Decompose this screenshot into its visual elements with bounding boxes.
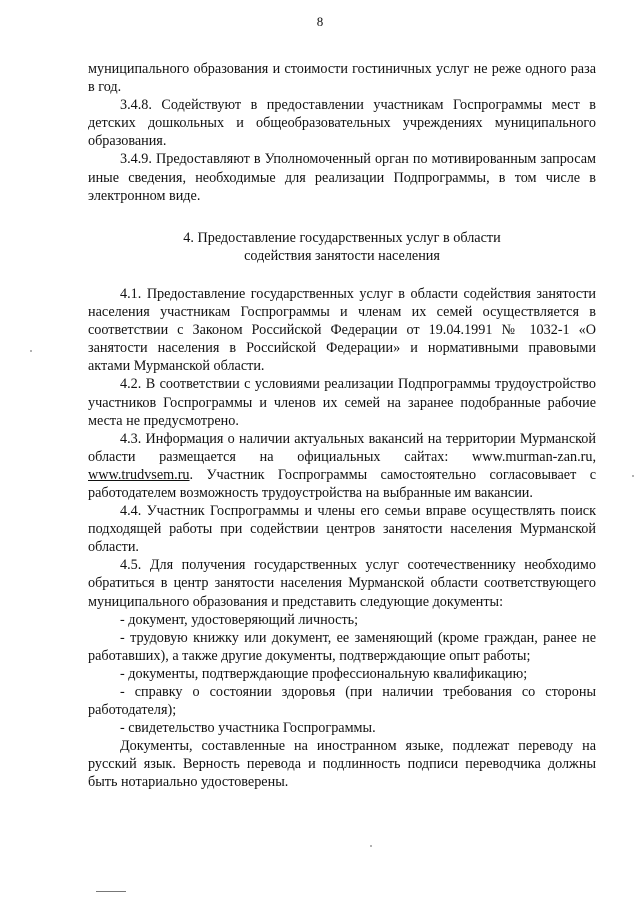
section-heading	[88, 229, 596, 265]
paragraph-closing: Документы, составленные на иностранном языке, подлежат переводу на русский язык. Верность перевода и подлинность подписи переводчика должны быть нотариально удостоверены.	[88, 738, 596, 791]
paragraph-3-4-8: 3.4.8. Содействуют в предоставлении участникам Госпрограммы мест в детских дошкольных и общеобразовательных учреждениях муниципального образования.	[88, 97, 596, 150]
paragraph-3-4-9: 3.4.9. Предоставляют в Уполномоченный орган по мотивированным запросам иные сведения, необходимые для реализации Подпрограммы, в том числе в электронном виде.	[88, 151, 596, 204]
list-item: - справку о состоянии здоровья (при наличии требования со стороны работодателя);	[88, 684, 596, 719]
paragraph-4-4: 4.4. Участник Госпрограммы и члены его семьи вправе осуществлять поиск подходящей работы при содействии центров занятости населения Мурманской области.	[88, 503, 596, 556]
paragraph-4-1: 4.1. Предоставление государственных услуг в области содействия занятости населения участникам Госпрограммы и членам их семей осуществляется в соответствии с Законом Российской Федерации от 19.04.1991 № 1032-1 «О занятости населения в Российской Федерации» и нормативными правовыми актами Мурманской области.	[88, 285, 596, 375]
footer-divider	[96, 891, 126, 892]
paragraph-4-3-text-start: 4.3. Информация о наличии актуальных вакансий на территории Мурманской области размещается на официальных сайтах: www.murman-zan.ru,	[88, 430, 596, 465]
scan-speck	[632, 475, 634, 477]
paragraph-4-3	[88, 430, 596, 502]
trudvsem-link[interactable]: www.trudvsem.ru	[88, 466, 190, 483]
paragraph-4-5: 4.5. Для получения государственных услуг соотечественнику необходимо обратиться в центр занятости населения Мурманской области соответствующего муниципального образования и представить следующие документы:	[88, 557, 596, 610]
list-item: - трудовую книжку или документ, ее заменяющий (кроме граждан, ранее не работавших), а также другие документы, подтверждающие опыт работы;	[88, 629, 596, 664]
document-body	[88, 60, 596, 792]
scan-speck	[370, 845, 372, 847]
scan-speck	[30, 350, 32, 352]
page-number: 8	[316, 14, 324, 29]
paragraph-4-2: 4.2. В соответствии с условиями реализации Подпрограммы трудоустройство участников Госпрограммы и членов их семей на заранее подобранные рабочие места не предусмотрено.	[88, 376, 596, 429]
section-heading-line-1: 4. Предоставление государственных услуг в области	[183, 229, 501, 246]
paragraph-continuation: муниципального образования и стоимости гостиничных услуг не реже одного раза в год.	[88, 61, 596, 96]
list-item: - документ, удостоверяющий личность;	[120, 611, 359, 628]
list-item: - свидетельство участника Госпрограммы.	[120, 720, 376, 737]
paragraph-4-3-text-end: . Участник Госпрограммы самостоятельно согласовывает с работодателем возможность трудоустройства на выбранные им вакансии.	[88, 466, 596, 501]
list-item: - документы, подтверждающие профессиональную квалификацию;	[120, 665, 528, 682]
section-heading-line-2: содействия занятости населения	[244, 247, 440, 264]
